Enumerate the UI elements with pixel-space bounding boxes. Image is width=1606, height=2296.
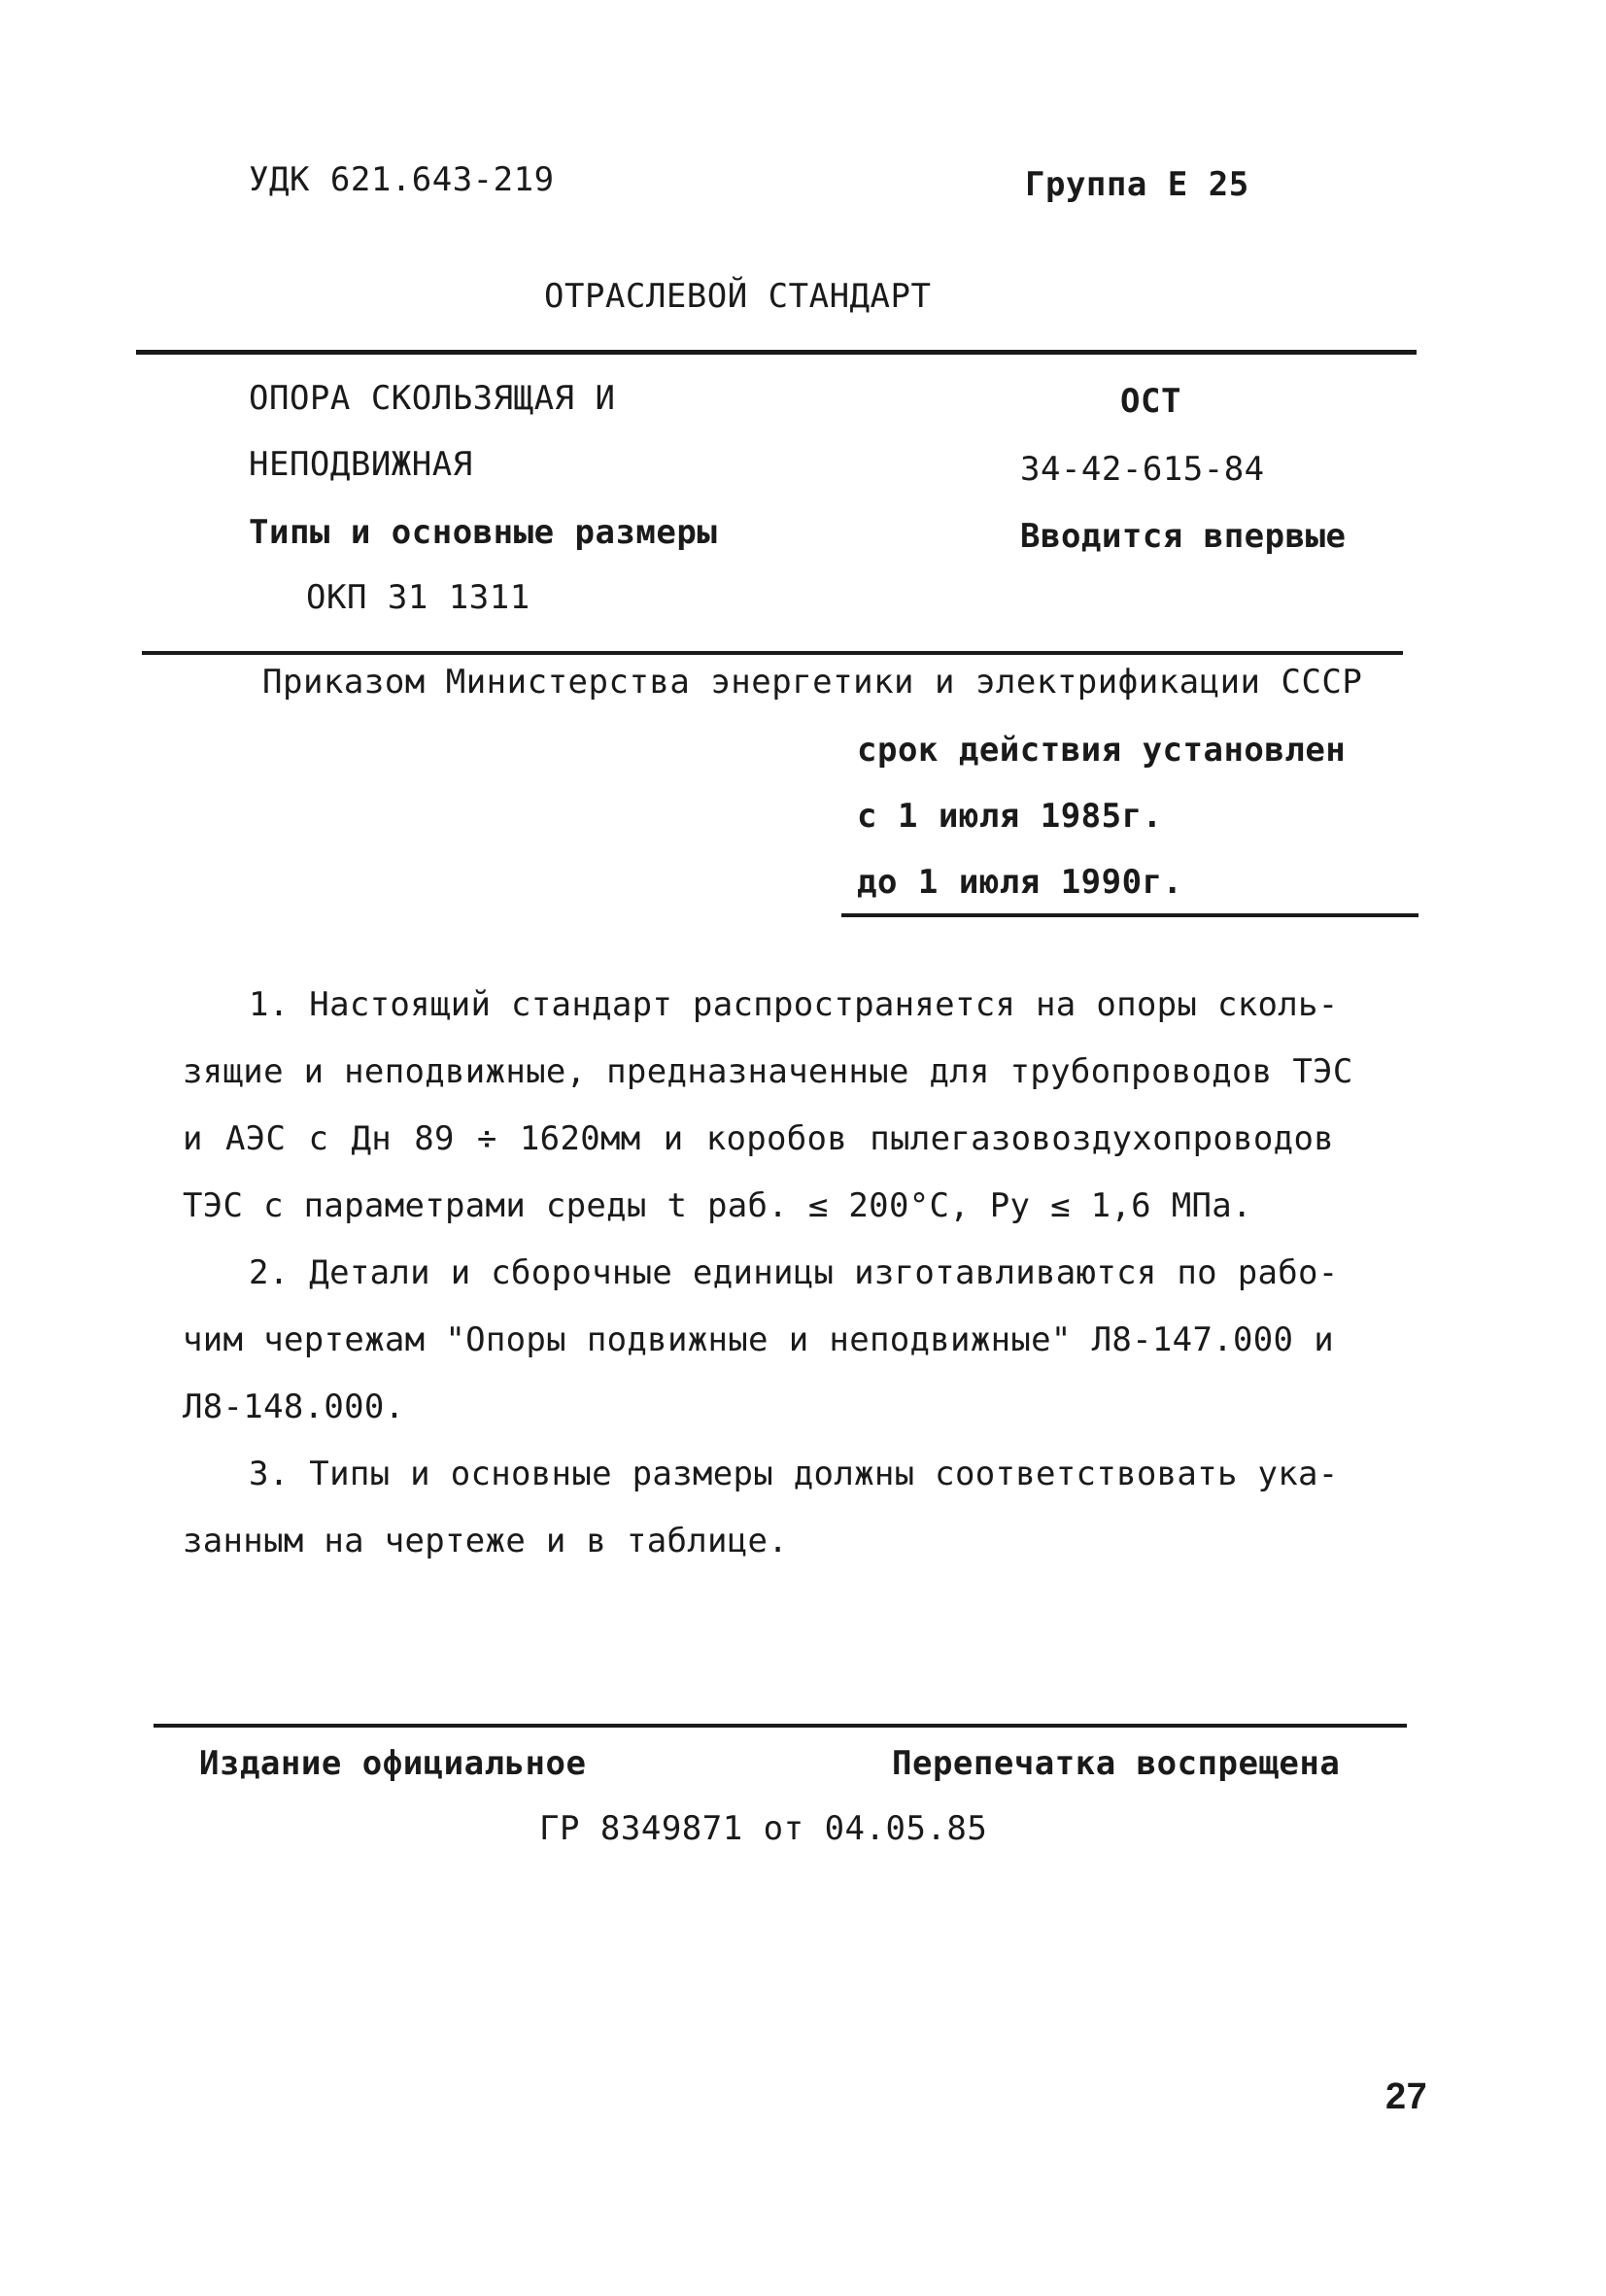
paragraph-1-line: ТЭС с параметрами среды t раб. ≤ 200°С, Ру ≤ 1,6 МПа.: [183, 1186, 1252, 1225]
ost-label: ОСТ: [1120, 382, 1181, 421]
page-number: 27: [1385, 2076, 1428, 2117]
validity-from: с 1 июля 1985г.: [857, 797, 1163, 836]
paragraph-2-line: Л8-148.000.: [183, 1388, 405, 1426]
validity-term: срок действия установлен: [857, 731, 1347, 770]
paragraph-1-line: 1. Настоящий стандарт распространяется на опоры сколь-: [249, 985, 1339, 1024]
validity-divider: [841, 913, 1418, 917]
ost-number: 34-42-615-84: [1020, 450, 1265, 489]
official-edition: Издание официальное: [199, 1744, 587, 1783]
classification-group: Группа Е 25: [1025, 165, 1249, 204]
okp-code: ОКП 31 1311: [306, 578, 530, 617]
paragraph-1: [183, 972, 1353, 1240]
paragraph-1-line: и АЭС с Дн 89 ÷ 1620мм и коробов пылегазовоздухопроводов: [183, 1119, 1334, 1158]
footer-divider: [154, 1724, 1407, 1728]
paragraph-2: [183, 1240, 1339, 1441]
title-line-2: НЕПОДВИЖНАЯ: [249, 445, 473, 484]
ministry-order: Приказом Министерства энергетики и электрификации СССР: [262, 663, 1363, 702]
paragraph-3-line: 3. Типы и основные размеры должны соответствовать ука-: [249, 1455, 1339, 1493]
udc-code: УДК 621.643-219: [249, 160, 555, 199]
paragraph-1-line: зящие и неподвижные, предназначенные для трубопроводов ТЭС: [183, 1052, 1353, 1091]
title-divider: [142, 651, 1403, 655]
subtitle: Типы и основные размеры: [249, 513, 718, 552]
paragraph-2-line: чим чертежам "Опоры подвижные и неподвижные" Л8-147.000 и: [183, 1320, 1334, 1359]
paragraph-2-line: 2. Детали и сборочные единицы изготавливаются по рабо-: [249, 1253, 1339, 1292]
introduced-note: Вводится впервые: [1020, 517, 1347, 556]
standard-type-heading: ОТРАСЛЕВОЙ СТАНДАРТ: [544, 277, 932, 316]
reprint-prohibited: Перепечатка воспрещена: [892, 1744, 1341, 1783]
title-line-1: ОПОРА СКОЛЬЗЯЩАЯ И: [249, 379, 616, 418]
registration-number: ГР 8349871 от 04.05.85: [539, 1809, 988, 1848]
paragraph-3-line: занным на чертеже и в таблице.: [183, 1522, 789, 1560]
paragraph-3: [183, 1441, 1339, 1575]
top-divider: [136, 350, 1417, 355]
validity-to: до 1 июля 1990г.: [857, 863, 1183, 902]
